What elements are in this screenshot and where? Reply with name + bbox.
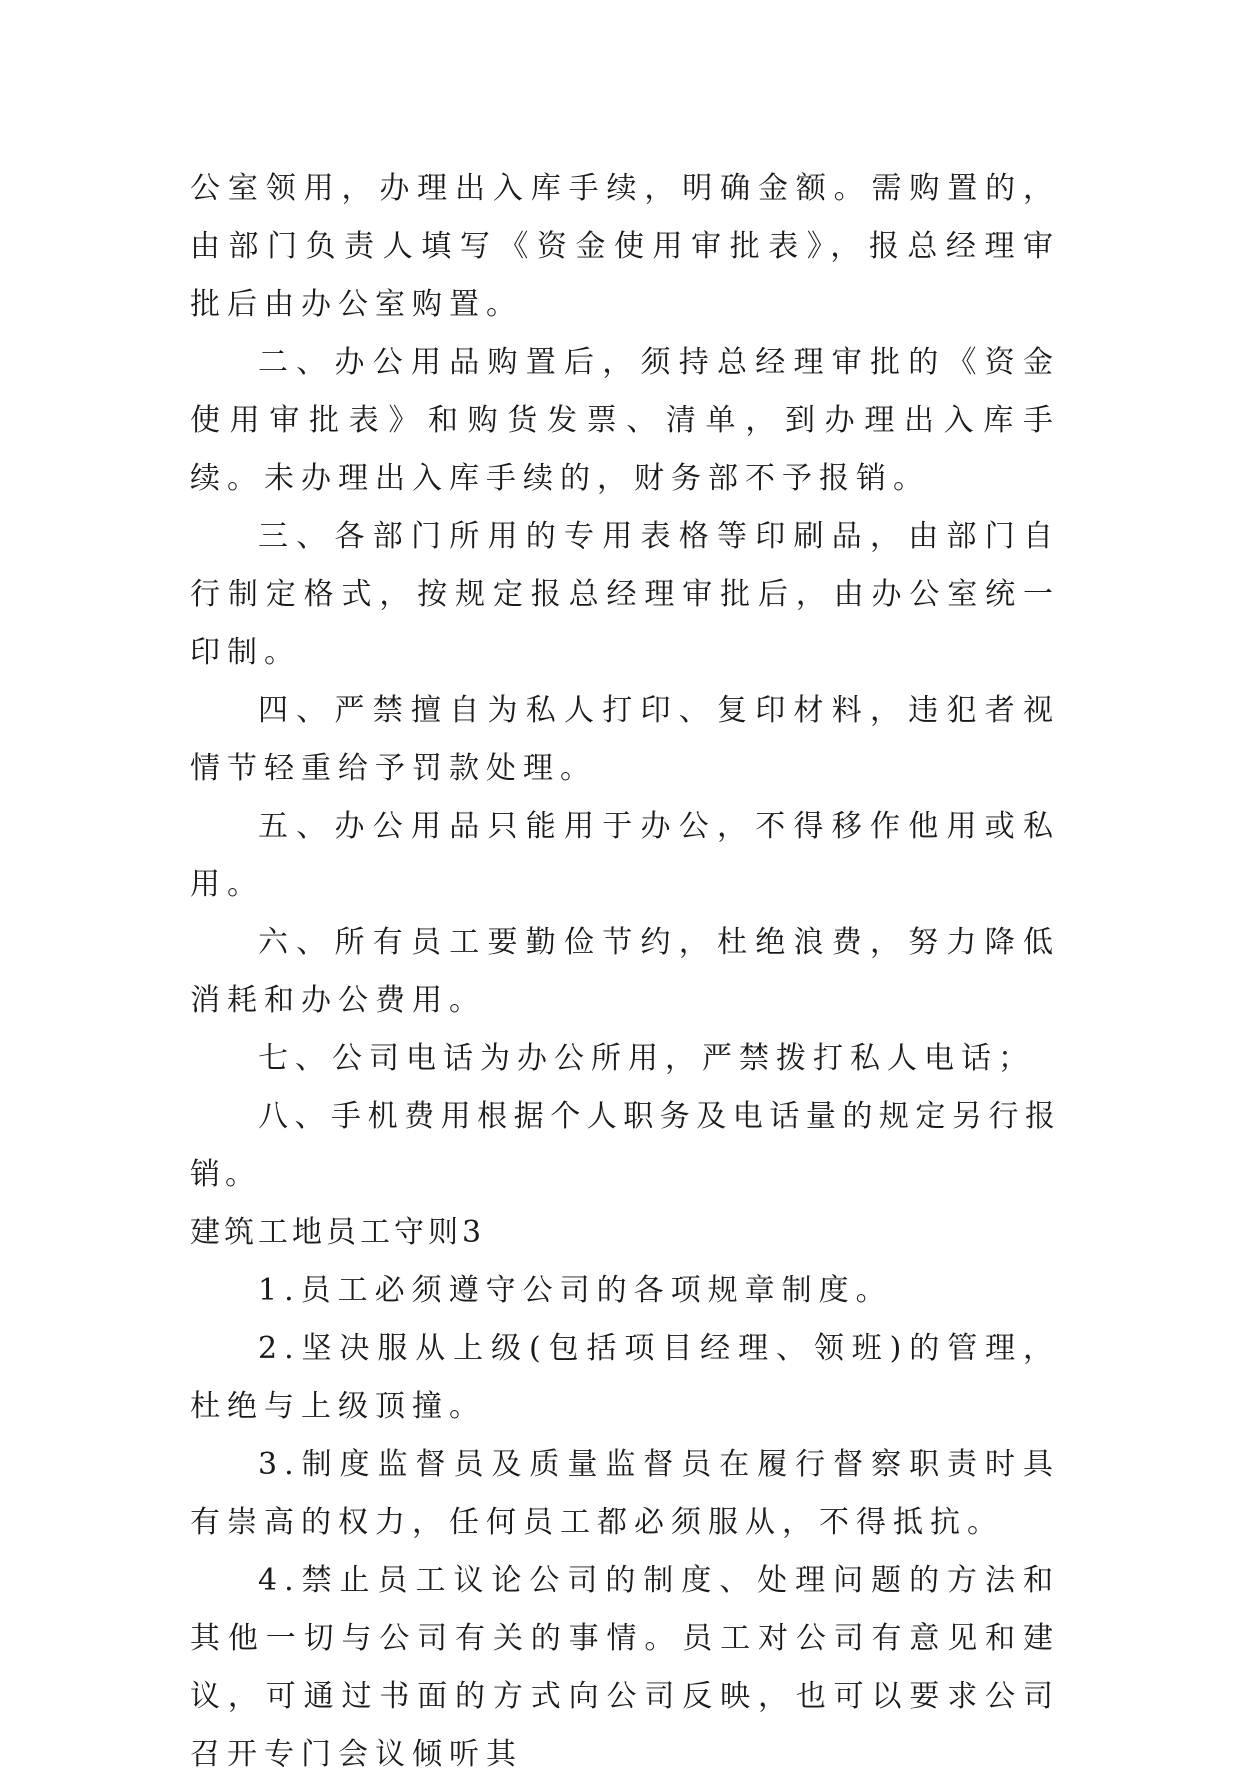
rule-item-1: 1.员工必须遵守公司的各项规章制度。 xyxy=(258,1273,893,1308)
paragraph-item-5: 五、办公用品只能用于办公，不得移作他用或私用。 xyxy=(190,809,1060,902)
section-title: 建筑工地员工守则3 xyxy=(190,1215,486,1250)
paragraph-item-4: 四、严禁擅自为私人打印、复印材料，违犯者视情节轻重给予罚款处理。 xyxy=(190,693,1060,786)
paragraph-item-7: 七、公司电话为办公所用，严禁拨打私人电话； xyxy=(258,1041,1035,1076)
rule-item-2: 2.坚决服从上级(包括项目经理、领班)的管理，杜绝与上级顶撞。 xyxy=(190,1331,1060,1424)
paragraph-continuation: 公室领用，办理出入库手续，明确金额。需购置的，由部门负责人填写《资金使用审批表》，报总经理审批后由办公室购置。 xyxy=(190,171,1060,322)
paragraph-item-6: 六、所有员工要勤俭节约，杜绝浪费，努力降低消耗和办公费用。 xyxy=(190,925,1060,1018)
paragraph-item-3: 三、各部门所用的专用表格等印刷品，由部门自行制定格式，按规定报总经理审批后，由办公室统一印制。 xyxy=(190,519,1060,670)
paragraph-item-8: 八、手机费用根据个人职务及电话量的规定另行报销。 xyxy=(190,1099,1060,1192)
document-body xyxy=(190,160,1060,1784)
rule-item-4: 4.禁止员工议论公司的制度、处理问题的方法和其他一切与公司有关的事情。员工对公司有意见和建议，可通过书面的方式向公司反映，也可以要求公司召开专门会议倾听其 xyxy=(190,1563,1060,1772)
rule-item-3: 3.制度监督员及质量监督员在履行督察职责时具有崇高的权力，任何员工都必须服从，不得抵抗。 xyxy=(190,1447,1060,1540)
paragraph-item-2: 二、办公用品购置后，须持总经理审批的《资金使用审批表》和购货发票、清单，到办理出入库手续。未办理出入库手续的，财务部不予报销。 xyxy=(190,345,1060,496)
